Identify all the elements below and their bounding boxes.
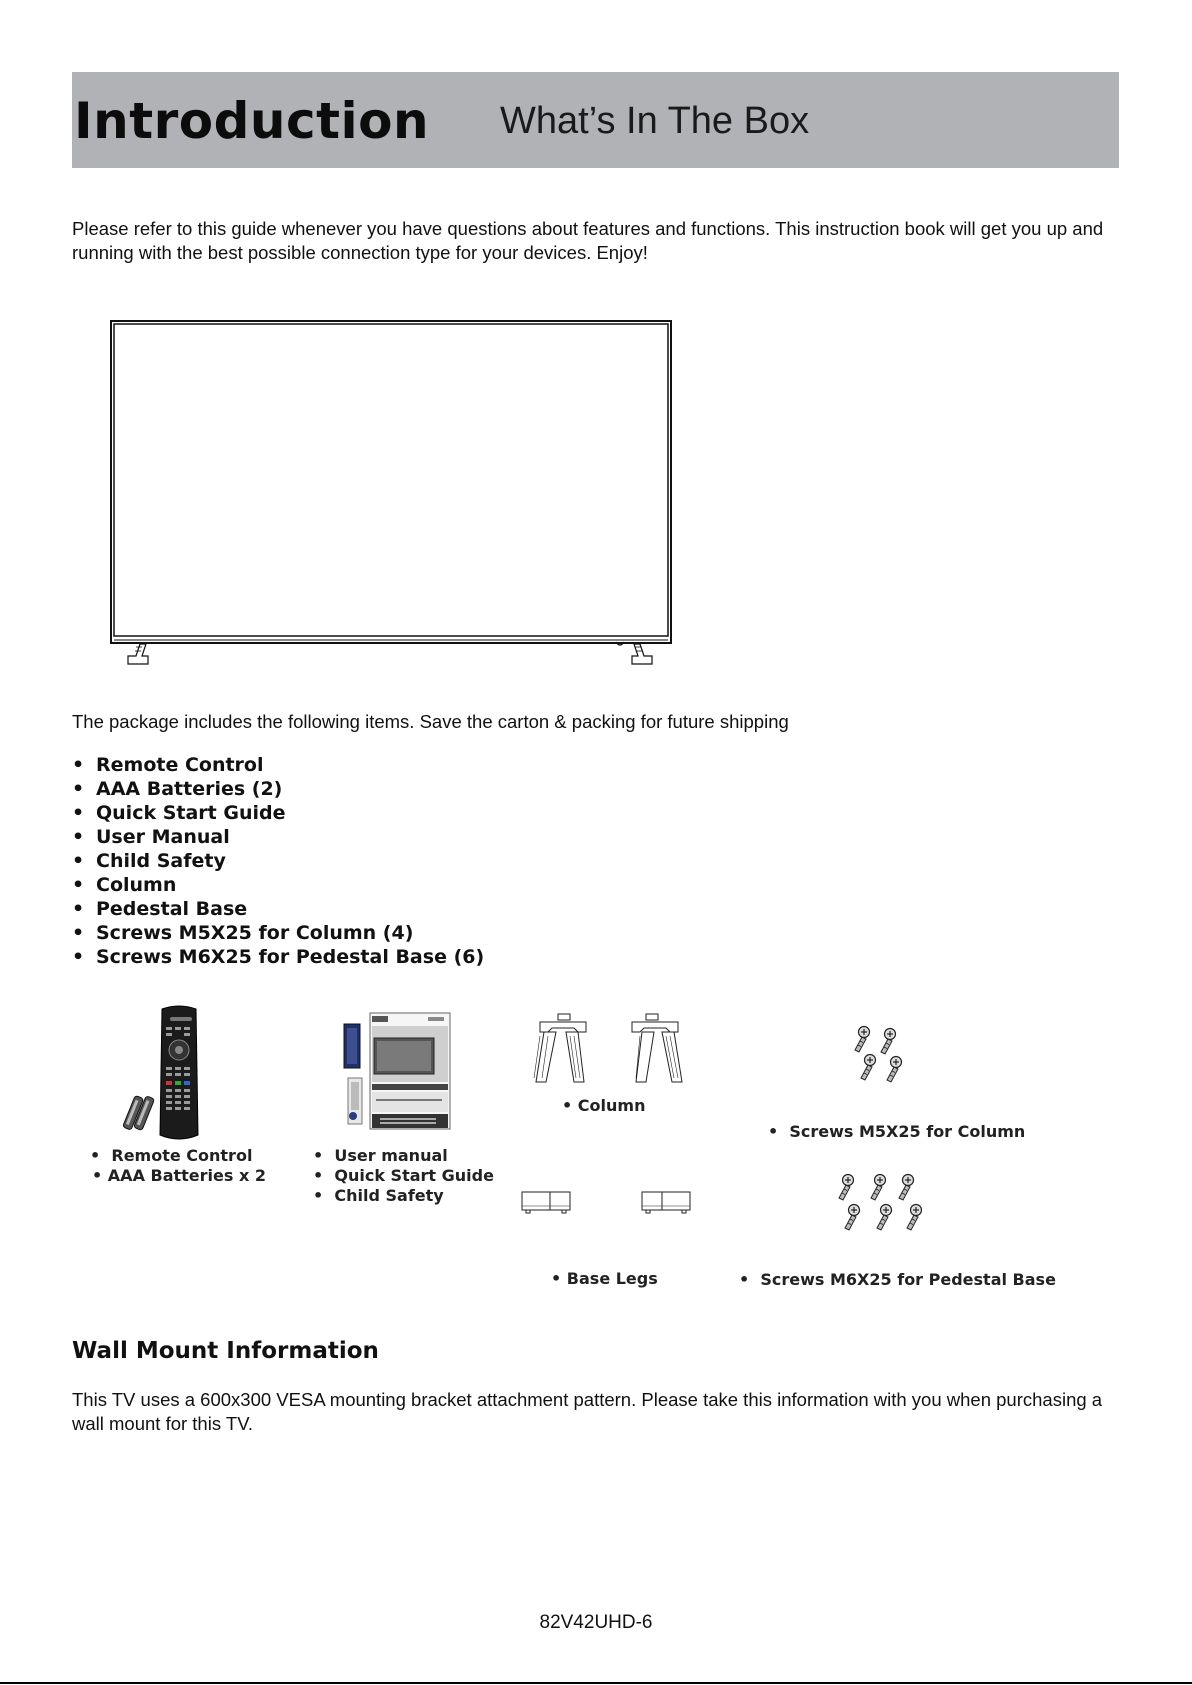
screw-icon	[871, 1175, 886, 1201]
user-manual-label: • User manual	[313, 1146, 448, 1165]
base-leg-icon	[642, 1192, 690, 1213]
intro-paragraph: Please refer to this guide whenever you have questions about features and functions. This instruction book will get you up and running with the best possible connection type for your devices. Enjoy!	[72, 218, 1104, 263]
page-subtitle: What’s In The Box	[500, 100, 810, 142]
package-items-list	[72, 753, 484, 969]
bottom-rule	[0, 1682, 1192, 1684]
list-item: • Pedestal Base	[72, 898, 248, 920]
screws-m6-label: • Screws M6X25 for Pedestal Base	[739, 1270, 1056, 1289]
documents-figure	[338, 1012, 452, 1132]
screw-icon	[887, 1057, 902, 1083]
remote-control-figure	[114, 1005, 204, 1147]
list-item: • Column	[72, 874, 177, 896]
screw-icon	[839, 1175, 854, 1201]
child-safety-label: • Child Safety	[313, 1186, 444, 1205]
screw-icon	[877, 1205, 892, 1231]
wall-mount-paragraph: This TV uses a 600x300 VESA mounting bracket attachment pattern. Please take this information with you when purchasing a wall mount for this TV.	[72, 1389, 1103, 1434]
base-legs-figure	[520, 1190, 692, 1216]
screws-m5-figure	[848, 1024, 908, 1084]
list-item: • Child Safety	[72, 850, 226, 872]
list-item: • Screws M6X25 for Pedestal Base (6)	[72, 946, 485, 968]
package-description: The package includes the following items. Save the carton & packing for future shipping	[72, 711, 789, 732]
remote-figure-label: • Remote Control	[90, 1146, 253, 1165]
screw-icon	[899, 1175, 914, 1201]
batteries-figure-label: • AAA Batteries x 2	[92, 1166, 266, 1185]
quick-start-guide-label: • Quick Start Guide	[313, 1166, 494, 1185]
base-leg-icon	[522, 1192, 570, 1213]
screws-m6-figure	[830, 1172, 930, 1234]
list-item: • Quick Start Guide	[72, 802, 286, 824]
screw-icon	[881, 1029, 896, 1055]
stand-leg-icon	[632, 1014, 682, 1082]
list-item: • User Manual	[72, 826, 230, 848]
screw-icon	[861, 1055, 876, 1081]
base-legs-figure-label: • Base Legs	[551, 1269, 658, 1288]
list-item: • Remote Control	[72, 754, 264, 776]
page-header	[72, 72, 1119, 168]
screw-icon	[845, 1205, 860, 1231]
page-title: Introduction	[74, 92, 430, 150]
list-item: • AAA Batteries (2)	[72, 778, 283, 800]
page-footer-model: 82V42UHD-6	[539, 1612, 653, 1633]
wall-mount-heading: Wall Mount Information	[72, 1338, 379, 1364]
stand-leg-icon	[534, 1014, 586, 1082]
screws-m5-label: • Screws M5X25 for Column	[768, 1122, 1026, 1141]
column-figure-label: • Column	[562, 1096, 646, 1115]
tv-illustration	[110, 320, 674, 670]
screw-icon	[907, 1205, 922, 1231]
list-item: • Screws M5X25 for Column (4)	[72, 922, 414, 944]
screw-icon	[855, 1027, 870, 1053]
column-figure	[526, 1012, 692, 1084]
